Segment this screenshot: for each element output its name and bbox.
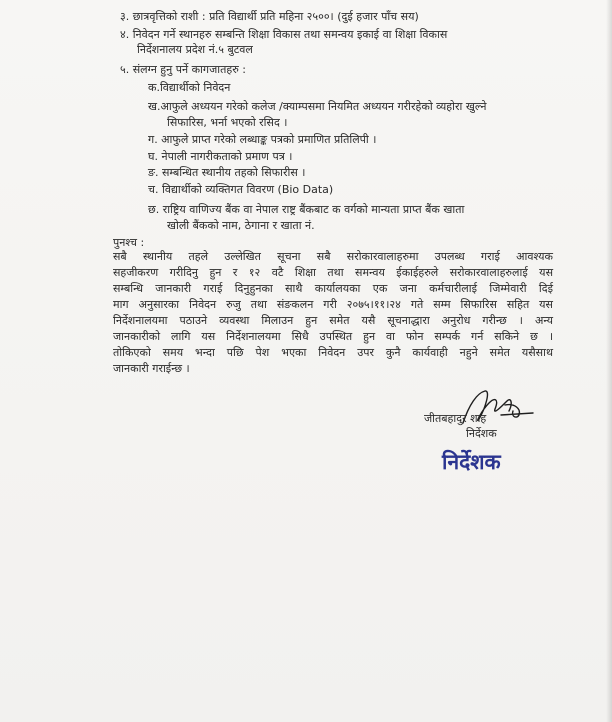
postscript-line: जानकारीको लागि यस निर्देशनालयमा सिधै उपस्थित हुन वा फोन सम्पर्क गर्न सकिने छ । <box>113 330 553 343</box>
postscript-line: निर्देशनालयमा पठाउने व्यवस्था मिलाउन हुन समेत यसै सूचनाद्धारा अनुरोध गरीन्छ । अन्य <box>113 314 553 327</box>
director-stamp: निर्देशक <box>442 450 501 474</box>
postscript-line: तोकिएको समय भन्दा पछि पेश भएका निवेदन उपर कुनै कार्यवाही नहुने समेत यसैसाथ <box>113 346 553 359</box>
doc-item-chha: छ. राष्ट्रिय वाणिज्य बैंक वा नेपाल राष्ट्र बैंकबाट क वर्गको मान्यता प्राप्त बैंक खाता <box>148 203 465 216</box>
postscript-line: सम्बन्धि जानकारी गराई दिनुहुनका साथै कार्यालयका एक जना कर्मचारीलाई जिम्मेवारी दिई <box>113 282 553 295</box>
postscript-line: सहजीकरण गरीदिनु हुन र १२ वटै शिक्षा तथा समन्वय ईकाईहरुले सरोकारवालाहरुलाई यस <box>113 266 553 279</box>
doc-item-chha-continuation: खोली बैंकको नाम, ठेगाना र खाता नं. <box>167 219 315 232</box>
doc-item-ga: ग. आफुले प्राप्त गरेको लब्धाङ्क पत्रको प्रमाणित प्रतिलिपी । <box>148 133 377 146</box>
doc-item-nga: ङ. सम्बन्धित स्थानीय तहको सिफारीस । <box>148 166 306 179</box>
doc-item-kha: ख.आफुले अध्ययन गरेको कलेज /क्याम्पसमा नियमित अध्ययन गरीरहेको व्यहोरा खुल्ने <box>148 100 487 113</box>
item-5-required-documents: ५. संलग्न हुनु पर्ने कागजातहरु : <box>120 63 246 76</box>
doc-item-ka: क.विद्यार्थीको निवेदन <box>148 81 231 94</box>
doc-item-kha-continuation: सिफारिस, भर्ना भएको रसिद । <box>167 116 288 129</box>
postscript-line: माग अनुसारका निवेदन रुजु तथा संङकलन गरी २०७५।११।२४ गते सम्म सिफारिस सहित यस <box>113 298 553 311</box>
doc-item-gha: घ. नेपाली नागरीकताको प्रमाण पत्र । <box>148 150 293 163</box>
item-4-application-places: ४. निवेदन गर्ने स्थानहरु सम्बन्ति शिक्षा विकास तथा समन्वय इकाई वा शिक्षा विकास <box>120 28 448 41</box>
postscript-line: जानकारी गराईन्छ । <box>113 362 190 375</box>
postscript-heading: पुनश्च : <box>113 236 145 249</box>
doc-item-cha: च. विद्यार्थीको व्यक्तिगत विवरण (Bio Data) <box>148 183 334 196</box>
signatory-name: जीतबहादुर शाह <box>424 412 487 425</box>
item-4-continuation: निर्देशनालय प्रदेश नं.५ बुटवल <box>137 43 253 56</box>
item-3-scholarship-amount: ३. छात्रवृत्तिको राशी : प्रति विद्यार्थी प्रति महिना २५००। (दुई हजार पाँच सय) <box>120 10 419 23</box>
signatory-title: निर्देशक <box>466 427 497 440</box>
postscript-line: सबै स्थानीय तहले उल्लेखित सूचना सबै सरोकारवालाहरुमा उपलब्ध गराई आवश्यक <box>113 250 553 263</box>
page-edge-shadow <box>606 0 612 722</box>
